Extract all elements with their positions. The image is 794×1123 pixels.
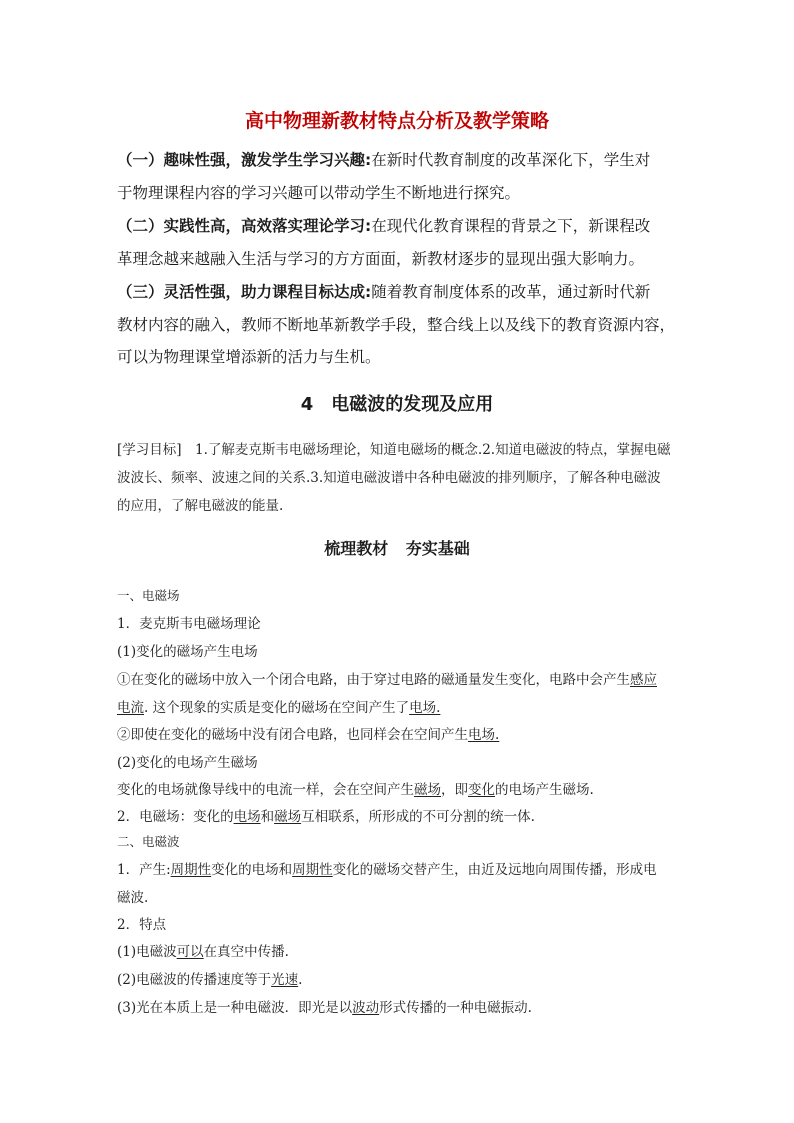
intro-paragraph-1-line-1: （一）趣味性强，激发学生学习兴趣:在新时代教育制度的改革深化下，学生对	[117, 151, 651, 169]
heading-maxwell-theory: 1．麦克斯韦电磁场理论	[117, 616, 261, 632]
heading-characteristics: 2．特点	[117, 917, 167, 933]
intro-label-3: （三）灵活性强，助力课程目标达成:	[117, 283, 372, 301]
document-title: 高中物理新教材特点分析及教学策略	[244, 110, 549, 132]
learning-goals-line-3: 的应用，了解电磁波的能量.	[117, 498, 284, 514]
paragraph-f: (1)电磁波可以在真空中传播.	[117, 944, 289, 960]
heading-electromagnetic-field: 一、电磁场	[117, 588, 180, 603]
intro-label-2: （二）实践性高，高效落实理论学习:	[117, 217, 372, 235]
intro-paragraph-3-line-2: 教材内容的融入，教师不断地革新教学手段，整合线上以及线下的教育资源内容，	[117, 316, 676, 334]
paragraph-b: ②即使在变化的磁场中没有闭合电路，也同样会在空间产生电场.	[117, 727, 500, 743]
paragraph-a-line-1: ①在变化的磁场中放入一个闭合电路，由于穿过电路的磁通量发生变化，电路中会产生感应	[117, 672, 657, 688]
paragraph-h: (3)光在本质上是一种电磁波．即光是以波动形式传播的一种电磁振动.	[117, 1000, 532, 1016]
intro-paragraph-3-line-3: 可以为物理课堂增添新的活力与生机。	[117, 348, 381, 366]
paragraph-c: 变化的电场就像导线中的电流一样，会在空间产生磁场，即变化的电场产生磁场.	[117, 782, 594, 798]
paragraph-g: (2)电磁波的传播速度等于光速.	[117, 972, 303, 988]
paragraph-d: 2．电磁场：变化的电场和磁场互相联系，所形成的不可分割的统一体.	[117, 809, 535, 825]
learning-goals-line-1: [学习目标] 1.了解麦克斯韦电磁场理论，知道电磁场的概念.2.知道电磁波的特点，掌握电磁	[117, 442, 671, 458]
paragraph-e-line-2: 磁波.	[117, 890, 149, 906]
paragraph-a-line-2: 电流. 这个现象的实质是变化的磁场在空间产生了电场.	[117, 700, 441, 716]
section-title: 4 电磁波的发现及应用	[300, 394, 494, 415]
intro-paragraph-1-line-2: 于物理课程内容的学习兴趣可以带动学生不断地进行探究。	[117, 184, 521, 202]
heading-changing-electric-field: (2)变化的电场产生磁场	[117, 755, 258, 771]
intro-paragraph-2-line-2: 革理念越来越融入生活与学习的方方面面，新教材逐步的显现出强大影响力。	[117, 250, 645, 268]
intro-paragraph-3-line-1: （三）灵活性强，助力课程目标达成:随着教育制度体系的改革，通过新时代新	[117, 283, 651, 301]
learning-goals-line-2: 波波长、频率、波速之间的关系.3.知道电磁波谱中各种电磁波的排列顺序，了解各种电磁波	[117, 470, 661, 486]
intro-label-1: （一）趣味性强，激发学生学习兴趣:	[117, 151, 372, 169]
subsection-title: 梳理教材 夯实基础	[324, 539, 470, 558]
heading-electromagnetic-wave: 二、电磁波	[117, 834, 180, 849]
paragraph-e-line-1: 1．产生:周期性变化的电场和周期性变化的磁场交替产生，由近及远地向周围传播，形成电	[117, 862, 657, 878]
intro-paragraph-2-line-1: （二）实践性高，高效落实理论学习:在现代化教育课程的背景之下，新课程改	[117, 217, 651, 235]
heading-changing-magnetic-field: (1)变化的磁场产生电场	[117, 644, 258, 660]
